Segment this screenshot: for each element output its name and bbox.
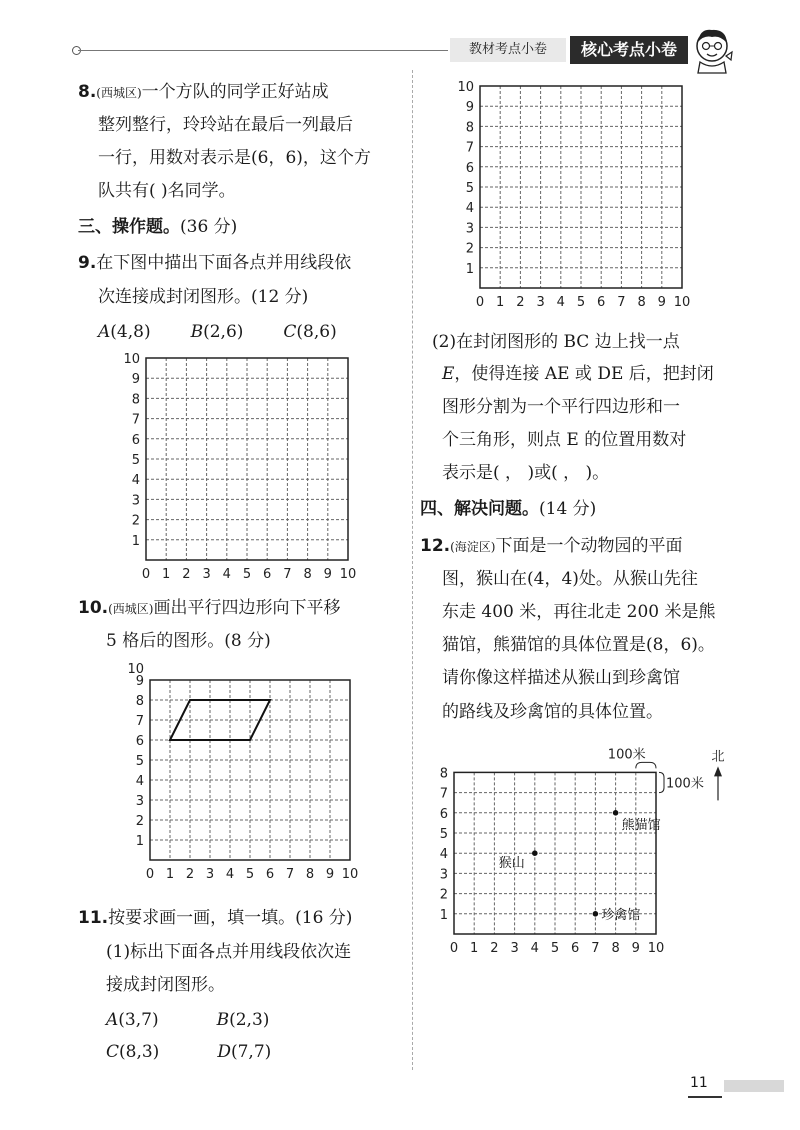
q10-source: (西城区) [108,602,154,616]
q11-part2-line-3: 图形分割为一个平行四边形和一 [442,397,680,417]
q10-grid-y-tick-label: 1 [135,834,144,849]
q11-grid-x-tick-label: 4 [556,295,565,310]
q9-grid-x-tick-label: 3 [202,567,211,582]
q12-grid-x-tick-label: 7 [591,941,600,956]
q8-line-3: 一行，用数对表示是(6，6)，这个方 [98,148,371,168]
q12-grid-x-tick-label: 3 [510,941,519,956]
q10-grid-y-tick-label: 5 [135,754,144,769]
q11-grid-x-tick-label: 9 [657,295,666,310]
q12-place-label: 熊猫馆 [621,817,661,833]
q10-grid-y-tick-label: 2 [135,814,144,829]
q11-points-row-1 [106,1008,269,1032]
q12-grid-x-tick-label: 6 [571,941,580,956]
q11-part1-line-2: 接成封闭图形。 [106,975,225,995]
q12-grid-y-tick-label: 2 [439,887,448,903]
q10-grid-x-tick-label: 7 [285,867,295,882]
q12-grid-x-tick-label: 1 [470,941,479,956]
header-title: 核心考点小卷 [570,36,688,64]
q9-point-a: (4,8) [110,322,151,342]
q11-grid-x-tick-label: 5 [576,295,586,310]
q11-grid-y-tick-label: 9 [465,100,474,116]
q10-line-1 [78,596,341,621]
q10-grid-x-tick-label: 1 [165,867,175,882]
header-subtitle: 教材考点小卷 [450,38,566,62]
q10-grid-y-tick-label: 6 [135,734,144,749]
q12-scale-y-brace [659,772,664,792]
q8-text-1: 一个方队的同学正好站成 [141,82,329,102]
q10-coordinate-grid[interactable] [120,660,380,900]
q12-line-5: 请你像这样描述从猴山到珍禽馆 [442,668,680,688]
q11-number: 11. [78,908,109,928]
q11-point-d-label: D [217,1042,231,1062]
q8-source: (西城区) [96,86,142,100]
q12-scale-x-brace [636,762,656,768]
q9-line-1 [78,251,351,275]
q9-grid-x-tick-label: 6 [263,567,272,582]
q12-place-marker [532,850,538,856]
q9-grid-y-tick-label: 6 [131,432,140,448]
q11-grid-y-tick-label: 4 [465,201,474,217]
q12-grid-y-tick-label: 7 [439,786,448,802]
section-3-title: 三、操作题。 [78,217,180,237]
q12-grid-x-tick-label: 0 [449,941,459,956]
q11-points-row-2 [106,1040,271,1064]
q12-line-2: 图，猴山在(4，4)处。从猴山先往 [442,569,698,589]
q11-point-a: (3,7) [118,1010,159,1030]
q9-grid-x-tick-label: 0 [141,567,151,582]
q11-grid-x-tick-label: 1 [496,295,505,310]
q9-grid-y-tick-label: 2 [131,513,140,529]
q11-coordinate-grid[interactable] [448,78,708,318]
q9-number: 9. [78,253,97,273]
q10-grid-x-tick-label: 2 [185,867,195,882]
q10-grid-x-tick-label: 9 [325,867,335,882]
q8-number: 8. [78,82,97,102]
q11-grid-x-tick-label: 10 [673,295,691,310]
q9-grid-x-tick-label: 7 [283,567,292,582]
q11-part2-line-2 [442,362,714,386]
q11-grid-x-tick-label: 7 [617,295,626,310]
q9-text-1: 在下图中描出下面各点并用线段依 [96,253,352,273]
q11-part2-line-4: 个三角形，则点 E 的位置用数对 [442,430,687,450]
q9-point-b: (2,6) [203,322,244,342]
q12-number: 12. [420,536,451,556]
q9-grid-y-tick-label: 8 [131,392,140,408]
header-rule [78,50,448,51]
q9-grid-x-tick-label: 5 [242,567,252,582]
q12-place-label: 珍禽馆 [601,907,641,923]
q12-place-label: 猴山 [498,856,525,872]
q9-grid-x-tick-label: 4 [222,567,231,582]
q11-grid-y-tick-label: 1 [465,261,474,277]
q11-point-c-label: C [106,1042,120,1062]
q10-grid-x-tick-label: 3 [205,867,215,882]
q9-point-b-label: B [190,322,204,342]
q12-grid-y-tick-label: 3 [439,867,448,883]
q10-line-2: 5 格后的图形。(8 分) [106,631,271,651]
q9-grid-x-tick-label: 8 [303,567,312,582]
q11-grid-y-tick-label: 7 [465,140,474,156]
q9-coordinate-grid[interactable] [120,352,380,592]
q10-grid-x-tick-label: 0 [145,867,155,882]
q10-grid-y-tick-label: 9 [135,674,144,689]
section-3-score: (36 分) [180,217,238,237]
q12-grid-x-tick-label: 5 [550,941,560,956]
q9-line-2: 次连接成封闭图形。(12 分) [98,287,309,307]
q8-line-4: 队共有( )名同学。 [98,181,236,201]
q11-grid-y-tick-label: 10 [457,80,474,95]
q11-point-a-label: A [106,1010,119,1030]
q10-grid-y-tick-label: 10 [127,662,144,677]
q12-place-marker [593,911,599,917]
q12-text-1: 下面是一个动物园的平面 [495,536,683,556]
q11-part2-line-1: (2)在封闭图形的 BC 边上找一点 [432,332,680,352]
q12-scale-y-label: 100米 [666,776,704,792]
q12-line-3: 东走 400 米，再往北走 200 米是熊 [442,602,716,622]
q11-part2-line-5: 表示是( ， )或( ， )。 [442,463,610,483]
q9-grid-y-tick-label: 10 [123,352,140,367]
q12-grid-y-tick-label: 4 [439,847,448,863]
q10-grid-x-tick-label: 5 [245,867,255,882]
q9-grid-x-tick-label: 1 [162,567,171,582]
q12-grid-x-tick-label: 9 [631,941,640,956]
q12-zoo-map[interactable] [420,740,750,970]
q12-north-arrow-icon [714,766,722,776]
q12-line-1 [420,534,683,559]
q11-grid-x-tick-label: 6 [597,295,606,310]
q12-grid-x-tick-label: 10 [647,941,665,956]
q12-north-label: 北 [711,749,725,765]
section-4-heading [420,497,596,521]
q8-line-2: 整列整行，玲玲站在最后一列最后 [98,115,353,135]
q9-grid-y-tick-label: 1 [131,533,140,549]
q11-grid-x-tick-label: 3 [536,295,545,310]
q9-grid-x-tick-label: 10 [339,567,357,582]
q10-text-1: 画出平行四边形向下平移 [153,598,341,618]
q11-grid-y-tick-label: 5 [465,181,474,196]
q11-part1-line-1: (1)标出下面各点并用线段依次连 [106,942,352,962]
q12-grid-y-tick-label: 5 [439,827,448,842]
q9-grid-y-tick-label: 4 [131,473,140,489]
q9-point-a-label: A [98,322,111,342]
q11-grid-y-tick-label: 6 [465,160,474,176]
q11-title-line [78,906,352,930]
q11-grid-y-tick-label: 3 [465,221,474,237]
q11-part2-text-2: ，使得连接 AE 或 DE 后，把封闭 [454,364,714,384]
q11-grid-x-tick-label: 8 [637,295,646,310]
column-divider [412,70,413,1070]
section-4-title: 四、解决问题。 [420,499,539,519]
q10-grid-x-tick-label: 4 [225,867,235,882]
student-mascot-icon [690,26,734,74]
q9-grid-y-tick-label: 7 [131,412,140,428]
q12-grid-y-tick-label: 8 [439,766,448,782]
q9-points [98,320,337,344]
q12-line-6: 的路线及珍禽馆的具体位置。 [442,702,663,722]
q10-grid-y-tick-label: 4 [135,774,144,789]
q9-grid-x-tick-label: 9 [323,567,332,582]
q9-grid-y-tick-label: 9 [131,372,140,388]
q11-grid-y-tick-label: 8 [465,120,474,136]
q9-grid-x-tick-label: 2 [182,567,191,582]
q11-grid-x-tick-label: 2 [516,295,525,310]
q11-title: 按要求画一画，填一填。(16 分) [108,908,353,928]
q10-grid-y-tick-label: 3 [135,794,144,809]
q10-grid-x-tick-label: 10 [341,867,359,882]
q10-grid-x-tick-label: 8 [305,867,315,882]
q11-grid-y-tick-label: 2 [465,241,474,257]
section-4-score: (14 分) [539,499,597,519]
q9-grid-y-tick-label: 5 [131,453,140,468]
q11-point-d: (7,7) [230,1042,272,1062]
q10-grid-y-tick-label: 8 [135,694,144,709]
q10-number: 10. [78,598,109,618]
q11-grid-x-tick-label: 0 [475,295,485,310]
q11-point-b: (2,3) [229,1010,270,1030]
q12-grid-x-tick-label: 2 [490,941,499,956]
section-3-heading [78,215,237,239]
q9-point-c: (8,6) [296,322,337,342]
q12-grid-y-tick-label: 6 [439,806,448,822]
page-number: 11 [690,1075,708,1091]
q12-grid-x-tick-label: 8 [611,941,620,956]
q10-grid-x-tick-label: 6 [265,867,275,882]
q11-point-c: (8,3) [119,1042,160,1062]
q12-grid-x-tick-label: 4 [530,941,539,956]
q12-line-4: 猫馆，熊猫馆的具体位置是(8，6)。 [442,635,715,655]
q12-scale-x-label: 100米 [607,747,646,763]
q11-point-b-label: B [216,1010,230,1030]
page-footer-bar [724,1080,784,1092]
q9-grid-y-tick-label: 3 [131,493,140,509]
q11-part2-point-e: E [442,364,455,384]
q10-grid-y-tick-label: 7 [135,714,144,729]
q8-line-1 [78,80,329,105]
q12-place-marker [613,810,619,816]
q12-grid-y-tick-label: 1 [439,907,448,923]
q9-point-c-label: C [283,322,297,342]
q12-source: (海淀区) [450,540,496,554]
